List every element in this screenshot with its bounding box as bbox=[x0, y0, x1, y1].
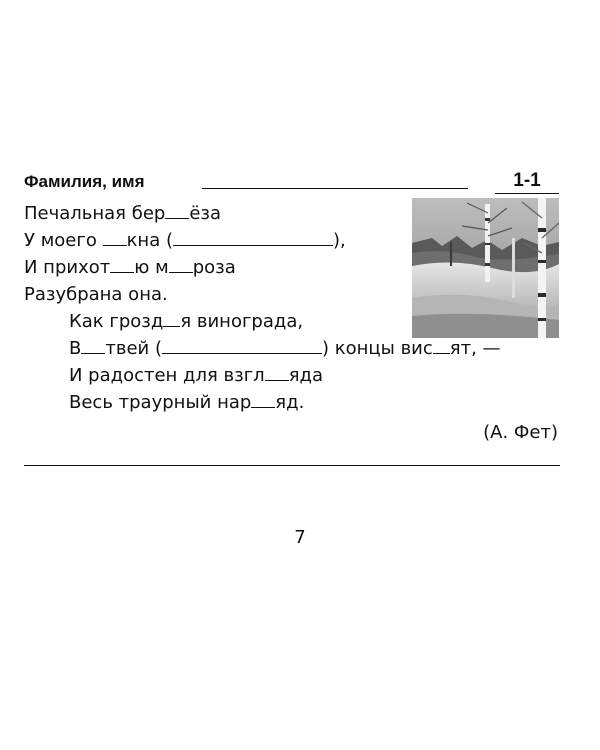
text: И радостен для взгл bbox=[69, 365, 265, 386]
exercise-code: 1-1 bbox=[495, 170, 559, 194]
blank[interactable] bbox=[169, 258, 193, 273]
text: В bbox=[69, 338, 82, 359]
text: ёза bbox=[189, 203, 222, 224]
blank[interactable] bbox=[162, 339, 322, 354]
text: Разубрана она. bbox=[24, 284, 168, 305]
poem-line-7 bbox=[24, 362, 501, 389]
text: яда bbox=[288, 365, 324, 386]
text: твей ( bbox=[105, 338, 162, 359]
blank[interactable] bbox=[110, 258, 134, 273]
page-number: 7 bbox=[294, 527, 306, 548]
text: И прихот bbox=[24, 257, 111, 278]
text: Весь траурный нар bbox=[69, 392, 252, 413]
blank[interactable] bbox=[265, 366, 289, 381]
text: У моего bbox=[24, 230, 103, 251]
answer-line[interactable] bbox=[24, 465, 560, 466]
text: Как грозд bbox=[69, 311, 164, 332]
blank[interactable] bbox=[163, 312, 180, 327]
text: роза bbox=[192, 257, 236, 278]
text: ю м bbox=[134, 257, 169, 278]
author: (А. Фет) bbox=[483, 422, 558, 443]
text: я винограда, bbox=[180, 311, 304, 332]
header bbox=[24, 170, 560, 194]
blank[interactable] bbox=[433, 339, 450, 354]
blank[interactable] bbox=[173, 231, 333, 246]
text: яд. bbox=[275, 392, 305, 413]
winter-birch-picture-icon bbox=[412, 198, 559, 338]
text: кна ( bbox=[126, 230, 173, 251]
poem-line-6 bbox=[24, 335, 501, 362]
text: ят, — bbox=[449, 338, 501, 359]
text: Печальная бер bbox=[24, 203, 166, 224]
blank[interactable] bbox=[165, 204, 189, 219]
text: ), bbox=[332, 230, 346, 251]
text: ) концы вис bbox=[321, 338, 433, 359]
name-label: Фамилия, имя bbox=[24, 172, 145, 191]
blank[interactable] bbox=[251, 393, 275, 408]
poem-line-8 bbox=[24, 389, 501, 416]
blank[interactable] bbox=[103, 231, 127, 246]
name-input-line[interactable] bbox=[202, 188, 468, 189]
blank[interactable] bbox=[81, 339, 105, 354]
